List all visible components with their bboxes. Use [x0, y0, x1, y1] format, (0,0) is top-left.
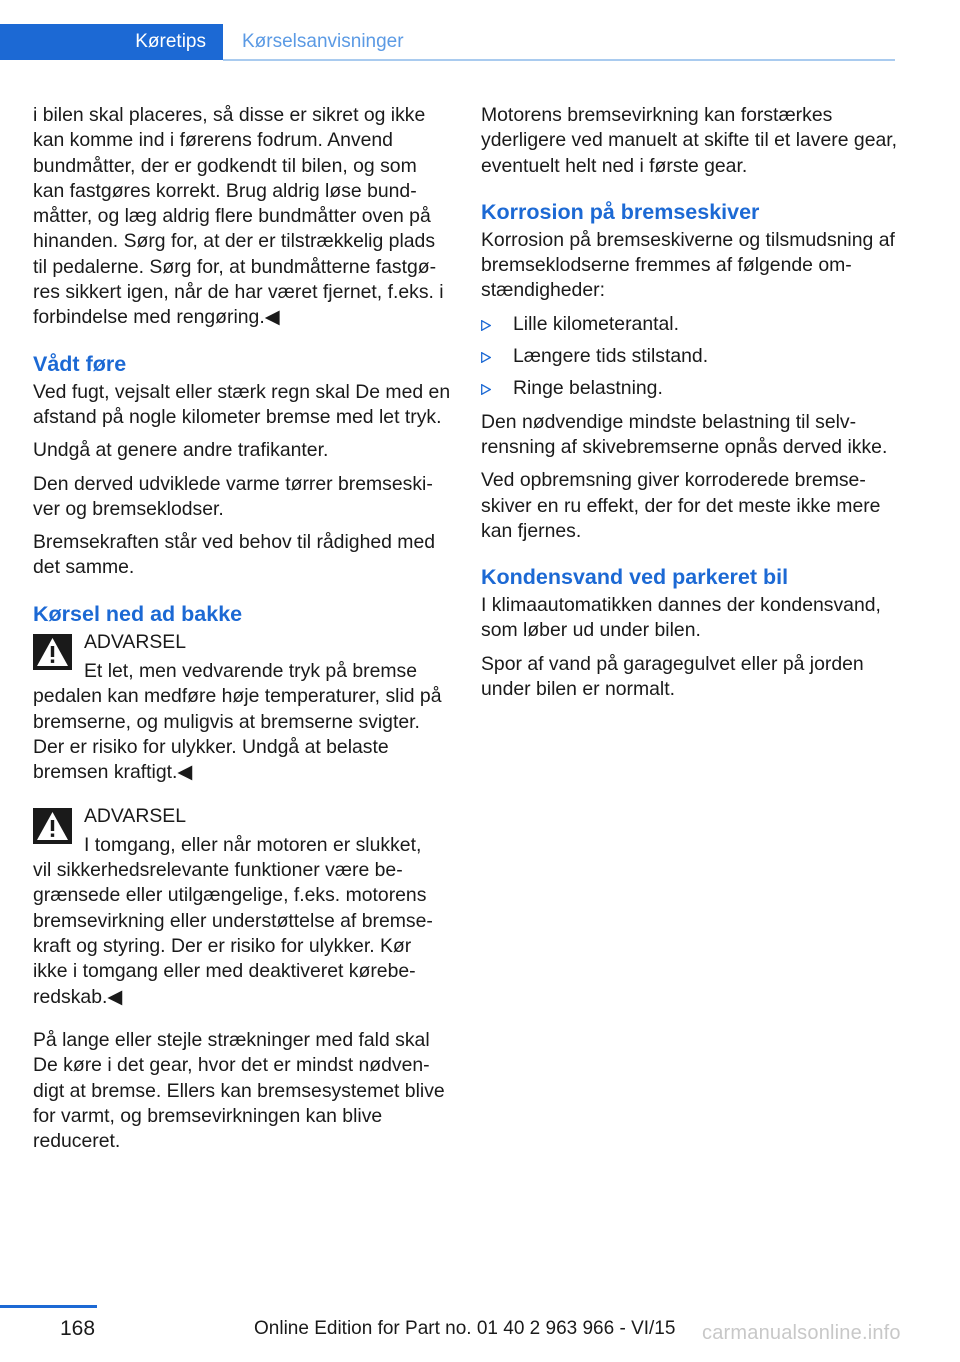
- corrosion-paragraph-3: Ved opbremsning giver korroderede bremseskiver en ru effekt, der for det meste ikke mere kan fjernes.: [481, 469, 881, 542]
- list-item: [481, 312, 899, 337]
- bullet-triangle-icon: [481, 352, 491, 363]
- wet-paragraph-2: Undgå at genere andre trafikanter.: [33, 439, 329, 462]
- wet-paragraph-4: Bremsekraften står ved behov til rådighed med det samme.: [33, 531, 436, 579]
- condensation-paragraph-2: Spor af vand på garagegulvet eller på jorden under bilen er normalt.: [481, 652, 864, 701]
- wet-paragraph-1: Ved fugt, vejsalt eller stærk regn skal De med en afstand på nogle kilometer bremse med let tryk.: [33, 380, 451, 428]
- list-item-text: Længere tids stilstand.: [513, 345, 709, 368]
- warning-text-first-line: I tomgang, eller når motoren er slukket,: [84, 833, 422, 856]
- warning-text: pedalen kan medføre høje temperaturer, slid på bremserne, og muligvis at bremserne svigter. Der er risiko for ulykker. Undgå at belaste bremsen kraftigt.◀: [33, 685, 442, 784]
- warning-triangle-icon: [33, 634, 72, 670]
- heading-downhill: Kørsel ned ad bakke: [33, 601, 243, 626]
- corrosion-paragraph-1: Korrosion på bremseskiverne og tilsmudsning af bremseklodserne fremmes af følgende omstændigheder:: [481, 228, 895, 302]
- page-header: [0, 24, 895, 62]
- warning-triangle-icon: [33, 808, 72, 844]
- list-item: [481, 376, 899, 401]
- watermark: carmanualsonline.info: [702, 1322, 901, 1344]
- warning-title: ADVARSEL: [84, 804, 187, 827]
- corrosion-bullet-list: [481, 312, 899, 402]
- bullet-triangle-icon: [481, 320, 491, 331]
- header-rule: [223, 59, 895, 61]
- warning-block-2: [33, 804, 451, 1010]
- page-number: 168: [60, 1317, 96, 1340]
- list-item-text: Lille kilometerantal.: [513, 312, 679, 335]
- left-column: [33, 103, 451, 1162]
- tab-koeretips[interactable]: Køretips: [0, 24, 223, 60]
- engine-brake-paragraph: Motorens bremsevirkning kan forstærkes yderligere ved manuelt at skifte til et lavere gear, eventuelt helt ned i første gear.: [481, 104, 898, 177]
- warning-block-1: [33, 630, 451, 786]
- warning-title: ADVARSEL: [84, 630, 187, 653]
- wet-paragraph-3: Den derved udviklede varme tørrer bremseskiver og bremseklodser.: [33, 472, 433, 520]
- tab-koerselsanvisninger[interactable]: Kørselsanvisninger: [242, 31, 404, 52]
- warning-text: vil sikkerhedsrelevante funktioner være begrænsede eller utilgængelige, f.eks. motorens bremsevirkning eller understøttelse af bremsekraft og styring. Der er risiko for ulykker. Kør ikke i tomgang eller med deaktiveret køreberedskab.◀: [33, 859, 433, 1008]
- list-item: [481, 344, 899, 369]
- right-column: [481, 103, 899, 710]
- condensation-paragraph-1: I klimaautomatikken dannes der kondensvand, som løber ud under bilen.: [481, 594, 881, 642]
- downhill-paragraph: På lange eller stejle strækninger med fald skal De køre i det gear, hvor det er mindst nødvendigt at bremse. Ellers kan bremsesystemet blive for varmt, og bremsevirkningen kan blive reduceret.: [33, 1028, 445, 1153]
- intro-paragraph: i bilen skal placeres, så disse er sikret og ikke kan komme ind i førerens fodrum. Anvend bundmåtter, der er godkendt til bilen, og som kan fastgøres korrekt. Brug aldrig løse bundmåtter, og læg aldrig flere bundmåtter oven på hinanden. Sørg for, at der er tilstrækkelig plads til pedalerne. Sørg for, at bundmåtterne fastgøres sikkert igen, når de har været fjernet, f.eks. i forbindelse med rengøring.◀: [33, 104, 444, 329]
- edition-note: Online Edition for Part no. 01 40 2 963 966 - VI/15: [254, 1318, 676, 1339]
- warning-text-first-line: Et let, men vedvarende tryk på bremse: [84, 660, 418, 683]
- heading-corrosion: Korrosion på bremseskiver: [481, 199, 760, 224]
- heading-condensation: Kondensvand ved parkeret bil: [481, 565, 789, 590]
- corrosion-paragraph-2: Den nødvendige mindste belastning til selvrensning af skivebremserne opnås derved ikke.: [481, 410, 888, 458]
- bullet-triangle-icon: [481, 384, 491, 395]
- heading-wet-conditions: Vådt føre: [33, 351, 127, 376]
- list-item-text: Ringe belastning.: [513, 377, 663, 400]
- footer-rule: [0, 1305, 97, 1308]
